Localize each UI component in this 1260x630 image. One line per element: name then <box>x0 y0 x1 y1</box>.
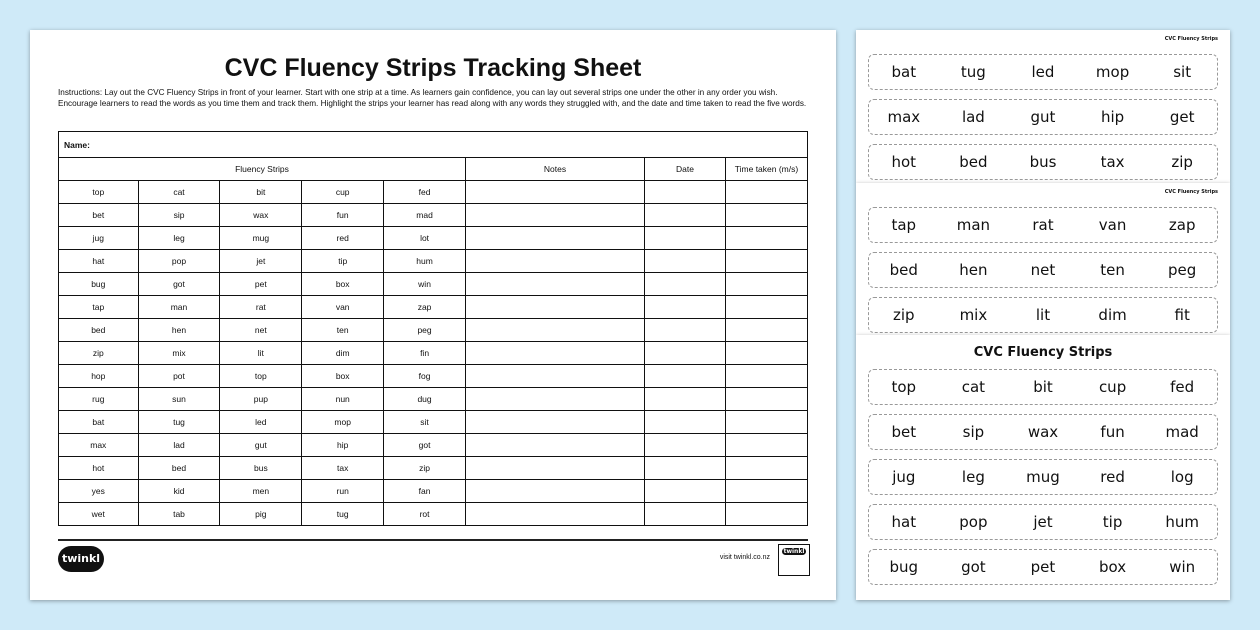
word-cell: zap <box>384 296 466 319</box>
word-cell: leg <box>138 227 220 250</box>
word-cell: pot <box>138 365 220 388</box>
date-cell[interactable] <box>645 342 726 365</box>
time-cell[interactable] <box>726 503 808 526</box>
strip-word: jet <box>1033 513 1053 531</box>
strip-word: bug <box>889 558 919 576</box>
word-cell: man <box>138 296 220 319</box>
time-cell[interactable] <box>726 296 808 319</box>
tracking-table <box>58 131 808 526</box>
notes-cell[interactable] <box>466 457 645 480</box>
time-cell[interactable] <box>726 250 808 273</box>
word-cell: top <box>59 181 139 204</box>
strip-word: zip <box>893 306 915 324</box>
notes-cell[interactable] <box>466 227 645 250</box>
strip-word: leg <box>961 468 985 486</box>
word-cell: nun <box>302 388 384 411</box>
strip-word: tip <box>1102 513 1123 531</box>
strip-word: fun <box>1100 423 1125 441</box>
strip-word: mix <box>959 306 988 324</box>
strip-word: cat <box>961 378 986 396</box>
word-cell: wax <box>220 204 302 227</box>
strip-word: mad <box>1165 423 1199 441</box>
word-cell: got <box>384 434 466 457</box>
word-cell: mix <box>138 342 220 365</box>
word-cell: fan <box>384 480 466 503</box>
word-cell: bed <box>59 319 139 342</box>
strip-word: fit <box>1174 306 1190 324</box>
strip-word: bet <box>891 423 917 441</box>
strip-word: hum <box>1165 513 1199 531</box>
word-cell: top <box>220 365 302 388</box>
date-cell[interactable] <box>645 250 726 273</box>
date-cell[interactable] <box>645 503 726 526</box>
table-row <box>59 296 808 319</box>
time-cell[interactable] <box>726 273 808 296</box>
footer-divider <box>58 539 808 541</box>
word-cell: box <box>302 273 384 296</box>
word-cell: mad <box>384 204 466 227</box>
word-cell: tab <box>138 503 220 526</box>
table-row <box>59 181 808 204</box>
date-cell[interactable] <box>645 388 726 411</box>
header-time: Time taken (m/s) <box>726 158 808 181</box>
word-cell: hop <box>59 365 139 388</box>
spacer <box>856 183 1230 207</box>
word-cell: rat <box>220 296 302 319</box>
word-cell: run <box>302 480 384 503</box>
word-cell: bet <box>59 204 139 227</box>
time-cell[interactable] <box>726 434 808 457</box>
page-small-title: CVC Fluency Strips <box>1164 189 1218 195</box>
notes-cell[interactable] <box>466 503 645 526</box>
word-cell: tug <box>302 503 384 526</box>
strip-word: zap <box>1168 216 1196 234</box>
word-cell: tug <box>138 411 220 434</box>
name-field[interactable]: Name: <box>59 132 808 158</box>
word-cell: hen <box>138 319 220 342</box>
table-row <box>59 273 808 296</box>
strip-word: cup <box>1098 378 1127 396</box>
fluency-strip <box>868 549 1218 585</box>
strip-word: mug <box>1026 468 1060 486</box>
strip-word: max <box>887 108 921 126</box>
fluency-strip <box>868 504 1218 540</box>
table-row <box>59 227 808 250</box>
strip-word: get <box>1169 108 1195 126</box>
fluency-strip <box>868 207 1218 243</box>
fluency-strip <box>868 459 1218 495</box>
date-cell[interactable] <box>645 480 726 503</box>
notes-cell[interactable] <box>466 411 645 434</box>
table-row <box>59 319 808 342</box>
sheet-title: CVC Fluency Strips Tracking Sheet <box>224 54 642 82</box>
notes-cell[interactable] <box>466 388 645 411</box>
page-title: CVC Fluency Strips <box>973 345 1113 360</box>
time-cell[interactable] <box>726 457 808 480</box>
strip-word: hot <box>891 153 917 171</box>
word-cell: ten <box>302 319 384 342</box>
strip-word: bed <box>959 153 988 171</box>
word-cell: jet <box>220 250 302 273</box>
word-cell: fog <box>384 365 466 388</box>
word-cell: fin <box>384 342 466 365</box>
strip-word: hen <box>959 261 988 279</box>
word-cell: jug <box>59 227 139 250</box>
word-cell: hum <box>384 250 466 273</box>
strip-word: ten <box>1100 261 1125 279</box>
table-row <box>59 388 808 411</box>
word-cell: kid <box>138 480 220 503</box>
strips-page-1 <box>856 30 1230 183</box>
header-date: Date <box>645 158 726 181</box>
strip-word: bus <box>1029 153 1057 171</box>
word-cell: max <box>59 434 139 457</box>
badge-text: twinkl <box>783 548 805 555</box>
word-cell: tax <box>302 457 384 480</box>
word-cell: yes <box>59 480 139 503</box>
word-cell: dug <box>384 388 466 411</box>
fluency-strip <box>868 54 1218 90</box>
word-cell: mop <box>302 411 384 434</box>
word-cell: hot <box>59 457 139 480</box>
word-cell: sip <box>138 204 220 227</box>
word-cell: cup <box>302 181 384 204</box>
strip-word: box <box>1099 558 1127 576</box>
table-row <box>59 342 808 365</box>
word-cell: pet <box>220 273 302 296</box>
table-row <box>59 250 808 273</box>
word-cell: box <box>302 365 384 388</box>
word-cell: pig <box>220 503 302 526</box>
strip-word: jug <box>892 468 916 486</box>
fluency-strip <box>868 369 1218 405</box>
strip-word: hip <box>1100 108 1125 126</box>
word-cell: sun <box>138 388 220 411</box>
notes-cell[interactable] <box>466 365 645 388</box>
date-cell[interactable] <box>645 296 726 319</box>
twinkl-logo: twinkl <box>58 546 104 572</box>
word-cell: bug <box>59 273 139 296</box>
word-cell: net <box>220 319 302 342</box>
word-cell: led <box>220 411 302 434</box>
word-cell: bed <box>138 457 220 480</box>
strip-word: tap <box>891 216 917 234</box>
table-row <box>59 480 808 503</box>
word-cell: peg <box>384 319 466 342</box>
fluency-strip <box>868 99 1218 135</box>
word-cell: cat <box>138 181 220 204</box>
strip-word: man <box>956 216 991 234</box>
time-cell[interactable] <box>726 411 808 434</box>
time-cell[interactable] <box>726 365 808 388</box>
date-cell[interactable] <box>645 227 726 250</box>
date-cell[interactable] <box>645 365 726 388</box>
strip-word: lit <box>1035 306 1051 324</box>
word-cell: fun <box>302 204 384 227</box>
strip-word: red <box>1100 468 1125 486</box>
strip-word: got <box>961 558 986 576</box>
notes-cell[interactable] <box>466 273 645 296</box>
strip-word: led <box>1031 63 1055 81</box>
strips-page-2 <box>856 183 1230 335</box>
word-cell: red <box>302 227 384 250</box>
word-cell: tap <box>59 296 139 319</box>
strip-word: pop <box>959 513 988 531</box>
spacer <box>856 30 1230 54</box>
time-cell[interactable] <box>726 227 808 250</box>
word-cell: hip <box>302 434 384 457</box>
strip-word: van <box>1098 216 1127 234</box>
word-cell: sit <box>384 411 466 434</box>
word-cell: fed <box>384 181 466 204</box>
word-cell: pop <box>138 250 220 273</box>
word-cell: dim <box>302 342 384 365</box>
fluency-strip <box>868 252 1218 288</box>
visit-link[interactable]: visit twinkl.co.nz <box>719 554 770 561</box>
word-cell: men <box>220 480 302 503</box>
time-cell[interactable] <box>726 480 808 503</box>
strip-word: zip <box>1171 153 1193 171</box>
word-cell: mug <box>220 227 302 250</box>
word-cell: win <box>384 273 466 296</box>
table-row <box>59 503 808 526</box>
strip-word: wax <box>1027 423 1059 441</box>
strip-word: bed <box>889 261 918 279</box>
word-cell: zip <box>384 457 466 480</box>
fluency-strip <box>868 414 1218 450</box>
fluency-strip <box>868 144 1218 180</box>
strip-word: rat <box>1032 216 1054 234</box>
notes-cell[interactable] <box>466 204 645 227</box>
word-cell: bit <box>220 181 302 204</box>
date-cell[interactable] <box>645 434 726 457</box>
word-cell: rug <box>59 388 139 411</box>
strip-word: bit <box>1033 378 1053 396</box>
word-cell: got <box>138 273 220 296</box>
notes-cell[interactable] <box>466 319 645 342</box>
word-cell: lot <box>384 227 466 250</box>
strip-word: net <box>1030 261 1056 279</box>
notes-cell[interactable] <box>466 296 645 319</box>
strip-word: tug <box>960 63 986 81</box>
word-cell: gut <box>220 434 302 457</box>
word-cell: lit <box>220 342 302 365</box>
word-cell: rot <box>384 503 466 526</box>
word-cell: lad <box>138 434 220 457</box>
header-strips: Fluency Strips <box>59 158 466 181</box>
time-cell[interactable] <box>726 342 808 365</box>
date-cell[interactable] <box>645 457 726 480</box>
strip-word: bat <box>891 63 917 81</box>
time-cell[interactable] <box>726 388 808 411</box>
word-cell: zip <box>59 342 139 365</box>
strip-word: mop <box>1095 63 1130 81</box>
word-cell: van <box>302 296 384 319</box>
strip-word: peg <box>1168 261 1197 279</box>
strip-word: fed <box>1170 378 1195 396</box>
table-row <box>59 204 808 227</box>
date-cell[interactable] <box>645 319 726 342</box>
notes-cell[interactable] <box>466 434 645 457</box>
quality-badge-icon <box>778 544 810 576</box>
notes-cell[interactable] <box>466 342 645 365</box>
strip-word: hat <box>891 513 917 531</box>
table-row <box>59 411 808 434</box>
strip-word: gut <box>1030 108 1056 126</box>
strip-word: tax <box>1100 153 1125 171</box>
date-cell[interactable] <box>645 204 726 227</box>
table-row <box>59 457 808 480</box>
word-cell: hat <box>59 250 139 273</box>
page-small-title: CVC Fluency Strips <box>1164 36 1218 42</box>
strip-word: pet <box>1030 558 1056 576</box>
date-cell[interactable] <box>645 411 726 434</box>
instructions: Instructions: Lay out the CVC Fluency Strips in front of your learner. Start with one strip at a time. As learners gain confidence, you can lay out several strips one under the other in any order you wish. Encourage learners to read the words as you time them and track them. Highlight the strips your learner has read along with any words they struggled with, and the date and time taken to read the five words. <box>58 88 807 108</box>
strip-word: dim <box>1098 306 1127 324</box>
word-cell: pup <box>220 388 302 411</box>
notes-cell[interactable] <box>466 181 645 204</box>
time-cell[interactable] <box>726 204 808 227</box>
strips-page-3 <box>856 335 1230 600</box>
table-row <box>59 434 808 457</box>
word-cell: bat <box>59 411 139 434</box>
strip-word: lad <box>961 108 985 126</box>
strip-word: sip <box>962 423 985 441</box>
table-row <box>59 365 808 388</box>
strip-word: log <box>1170 468 1194 486</box>
fluency-strip <box>868 297 1218 333</box>
word-cell: wet <box>59 503 139 526</box>
strip-word: top <box>891 378 917 396</box>
date-cell[interactable] <box>645 181 726 204</box>
tracking-sheet <box>30 30 836 600</box>
time-cell[interactable] <box>726 181 808 204</box>
notes-cell[interactable] <box>466 250 645 273</box>
strip-word: sit <box>1173 63 1192 81</box>
date-cell[interactable] <box>645 273 726 296</box>
word-cell: tip <box>302 250 384 273</box>
notes-cell[interactable] <box>466 480 645 503</box>
time-cell[interactable] <box>726 319 808 342</box>
header-notes: Notes <box>466 158 645 181</box>
word-cell: bus <box>220 457 302 480</box>
strip-word: win <box>1169 558 1196 576</box>
